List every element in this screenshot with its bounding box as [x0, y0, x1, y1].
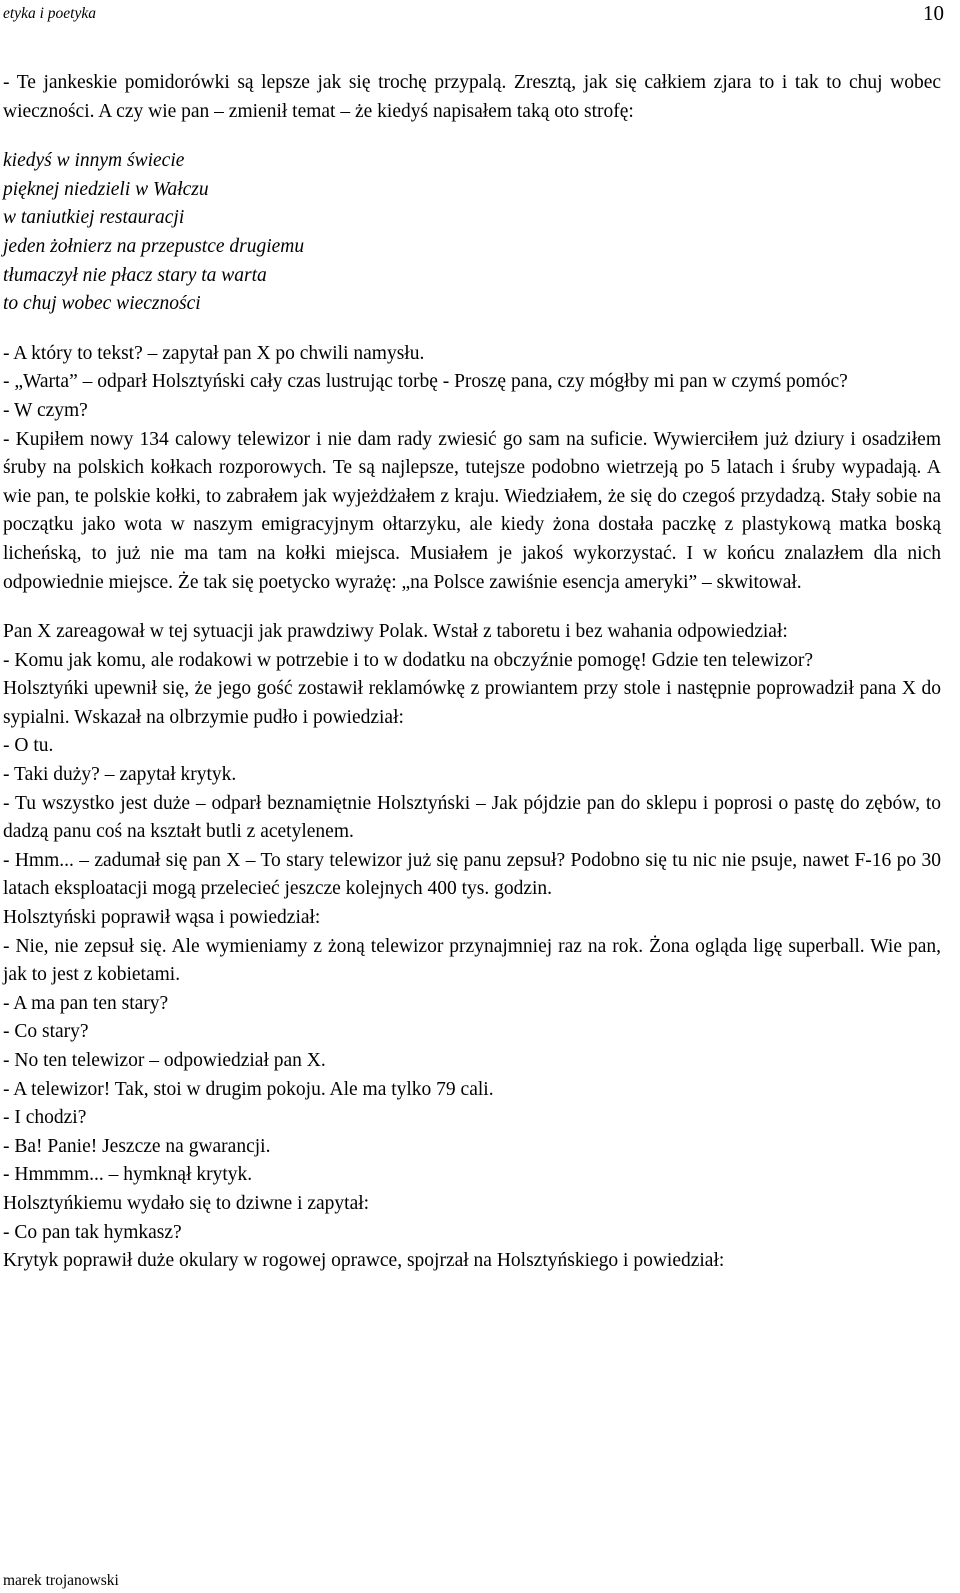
- dialogue-line: - I chodzi?: [3, 1107, 87, 1129]
- dialogue-line: - Hmmmm... – hymknął krytyk.: [3, 1164, 253, 1186]
- dialogue-line: - O tu.: [3, 735, 54, 757]
- running-header-title: etyka i poetyka: [3, 5, 96, 22]
- poem-line: jeden żołnierz na przepustce drugiemu: [3, 235, 305, 257]
- poem-line: pięknej niedzieli w Wałczu: [3, 178, 209, 200]
- dialogue-line: - Kupiłem nowy 134 calowy telewizor i nie dam rady zwiesić go sam na suficie. Wywierciłem już dziury i osadziłem śruby na polskich kołkach rozporowych. Te są najlepsze, tutejsze podobno wietrzeją po 5 latach i śruby wypadają. A wie pan, te polskie kołki, to zabrałem jak wyjeżdżałem z kraju. Wiedziałem, że się do czegoś przydadzą. Stały sobie na początku jako wota w naszym emigracyjnym ołtarzyku, ale kiedy żona dostała paczkę z plastykową matka boską licheńską, to już nie ma tam na kołki miejsca. Musiałem je jakoś wykorzystać. I w końcu znalazłem dla nich odpowiednie miejsce. Że tak się poetycko wyrażę: „na Polsce zawiśnie esencja ameryki” – skwitował.: [3, 428, 941, 593]
- dialogue-line: - Co stary?: [3, 1021, 89, 1043]
- dialogue-line: - Ba! Panie! Jeszcze na gwarancji.: [3, 1135, 271, 1157]
- running-footer-author: marek trojanowski: [3, 1572, 119, 1589]
- paragraph: Holsztyńkiemu wydało się to dziwne i zapytał:: [3, 1192, 370, 1214]
- poem-line: to chuj wobec wieczności: [3, 293, 201, 315]
- dialogue-line: - No ten telewizor – odpowiedział pan X.: [3, 1050, 326, 1071]
- paragraph: Krytyk poprawił duże okulary w rogowej oprawce, spojrzał na Holsztyńskiego i powiedział:: [3, 1250, 725, 1272]
- document-body: [3, 69, 941, 1276]
- dialogue-line: - Co pan tak hymkasz?: [3, 1221, 182, 1243]
- paragraph: - Te jankeskie pomidorówki są lepsze jak się trochę przypalą. Zresztą, jak się całkiem zjara to i tak to chuj wobec wieczności. A czy wie pan – zmienił temat – że kiedyś napisałem taką oto strofę:: [3, 72, 941, 122]
- dialogue-line: - W czym?: [3, 399, 88, 421]
- dialogue-line: - Hmm... – zadumał się pan X – To stary telewizor już się panu zepsuł? Podobno się tu nic nie psuje, nawet F-16 po 30 latach eksploatacji mogą przelecieć jeszcze kolejnych 400 tys. godzin.: [3, 849, 941, 900]
- paragraph: Holsztyńki upewnił się, że jego gość zostawił reklamówkę z prowiantem przy stole i następnie poprowadził pana X do sypialni. Wskazał na olbrzymie pudło i powiedział:: [3, 678, 941, 728]
- dialogue-line: - Nie, nie zepsuł się. Ale wymieniamy z żoną telewizor przynajmniej raz na rok. Żona ogląda ligę superball. Wie pan, jak to jest z kobietami.: [3, 935, 941, 986]
- dialogue-line: - Komu jak komu, ale rodakowi w potrzebie i to w dodatku na obczyźnie pomogę! Gdzie ten telewizor?: [3, 649, 814, 671]
- spacer: [3, 319, 941, 340]
- poem-stanza: [3, 147, 941, 319]
- dialogue-line: - A ma pan ten stary?: [3, 992, 169, 1014]
- paragraph: Holsztyński poprawił wąsa i powiedział:: [3, 907, 321, 929]
- dialogue-line: - „Warta” – odparł Holsztyński cały czas lustrując torbę - Proszę pana, czy mógłby mi pan w czymś pomóc?: [3, 371, 848, 393]
- poem-line: w taniutkiej restauracji: [3, 207, 185, 229]
- paragraph: Pan X zareagował w tej sytuacji jak prawdziwy Polak. Wstał z taboretu i bez wahania odpowiedział:: [3, 621, 788, 643]
- page-number: 10: [923, 1, 944, 25]
- poem-line: tłumaczył nie płacz stary ta warta: [3, 264, 267, 286]
- poem-line: kiedyś w innym świecie: [3, 150, 185, 172]
- spacer: [3, 126, 941, 147]
- spacer: [3, 597, 941, 618]
- dialogue-line: - A który to tekst? – zapytał pan X po chwili namysłu.: [3, 342, 425, 364]
- dialogue-line: - Taki duży? – zapytał krytyk.: [3, 764, 237, 786]
- dialogue-line: - Tu wszystko jest duże – odparł beznamiętnie Holsztyński – Jak pójdzie pan do sklepu i poprosi o pastę do zębów, to dadzą panu coś na kształt butli z acetylenem.: [3, 792, 941, 843]
- dialogue-line: - A telewizor! Tak, stoi w drugim pokoju. Ale ma tylko 79 cali.: [3, 1078, 494, 1100]
